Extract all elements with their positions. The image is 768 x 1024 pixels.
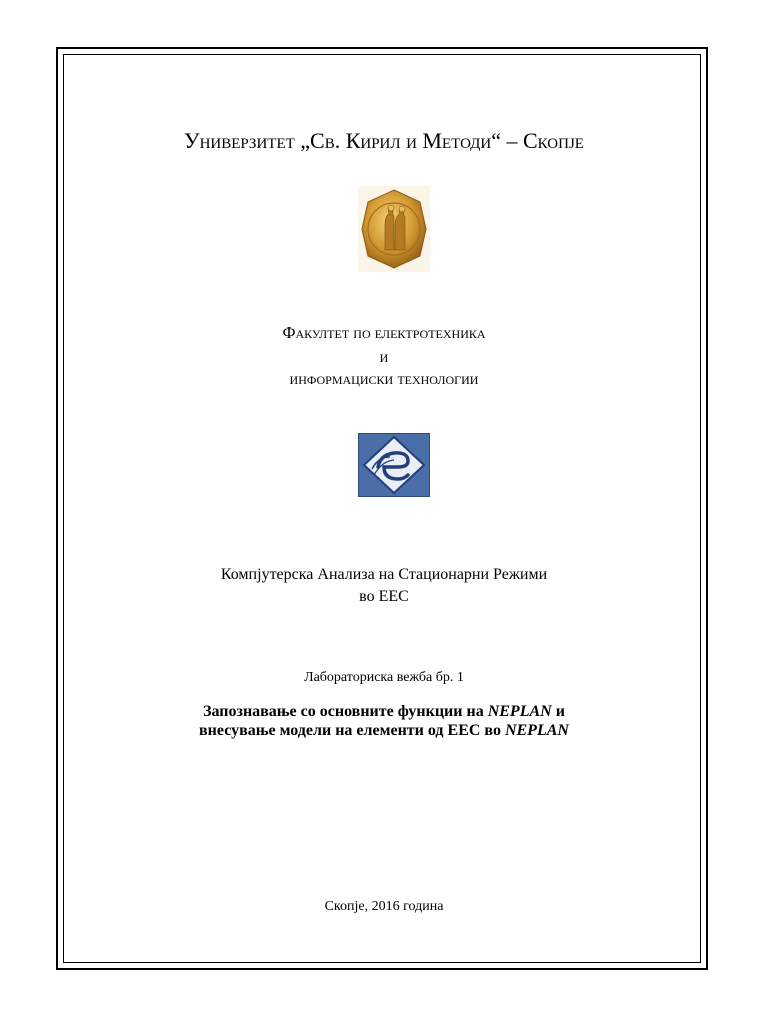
faculty-name-line1: Факултет по електротехника [282,323,486,342]
course-title-line2: во ЕЕС [359,588,409,605]
faculty-name-line2: и [379,347,389,366]
topic-title-line2: внесување модели на елементи од ЕЕС во NEPLAN [199,722,569,739]
university-seal-icon [358,186,430,272]
course-title-line1: Компјутерска Анализа на Стационарни Режими [220,566,548,583]
university-title: Универзитет „Св. Кирил и Методи“ – Скопје [184,128,584,153]
topic-title-line1: Запознавање со основните функции на NEPLAN и [203,703,565,720]
faculty-name-line3: информациски технологии [289,369,479,388]
lab-exercise-label: Лабораториска вежба бр. 1 [304,670,464,685]
faculty-logo-icon [358,433,430,497]
place-and-year: Скопје, 2016 година [324,899,444,914]
